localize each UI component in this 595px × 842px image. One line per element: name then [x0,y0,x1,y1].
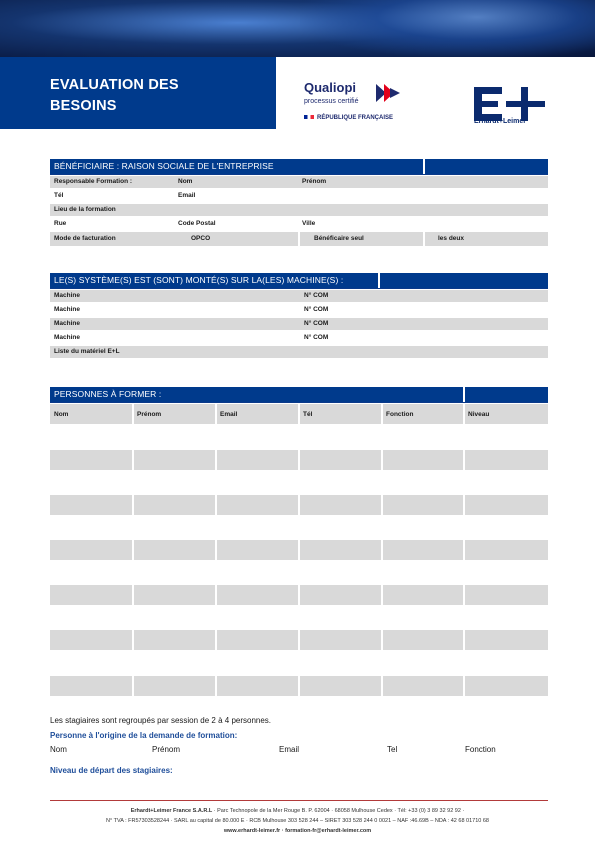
page-title-line1: EVALUATION DES [50,77,179,93]
table-input-cell[interactable] [300,585,381,605]
table-input-cell[interactable] [300,450,381,470]
table-input-cell[interactable] [217,585,298,605]
table-input-cell[interactable] [50,676,132,696]
col-header-email: Email [220,411,238,418]
footer-web[interactable]: www.erhardt-leimer.fr · formation-fr@erhardt-leimer.com [223,828,372,834]
field-label: N° COM [304,334,329,341]
origine-heading: Personne à l'origine de la demande de formation: [50,731,238,740]
table-input-cell[interactable] [465,495,548,515]
table-input-cell[interactable] [465,630,548,650]
table-input-cell[interactable] [383,540,463,560]
materiel-row[interactable] [50,346,548,358]
table-input-cell[interactable] [465,676,548,696]
title-box [0,57,276,129]
machine-row[interactable] [50,304,548,316]
option-opco[interactable]: OPCO [191,235,211,242]
field-label: N° COM [304,320,329,327]
origine-field-prenom[interactable]: Prénom [152,745,181,754]
section-title: LE(S) SYSTÈME(S) EST (SONT) MONTÉ(S) SUR LA(LES) MACHINE(S) : [54,275,344,285]
machine-row[interactable] [50,318,548,330]
machine-row[interactable] [50,332,548,344]
origine-field-fonction[interactable]: Fonction [465,745,496,754]
table-input-cell[interactable] [134,450,215,470]
table-input-cell[interactable] [50,495,132,515]
table-input-cell[interactable] [217,450,298,470]
cell-divider [298,232,300,246]
machine-row[interactable] [50,290,548,302]
col-header-tel: Tél [303,411,313,418]
table-input-cell[interactable] [383,585,463,605]
footer-legal: N° TVA : FR57303528244 · SARL au capital de 80.000 E · RCB Mulhouse 303 528 244 – SIRET 303 528 244 0 0021 – NAF :46.69B – NDA : 42 68 01710 68 [106,818,489,824]
table-input-cell[interactable] [383,676,463,696]
field-label: N° COM [304,306,329,313]
table-input-cell[interactable] [50,585,132,605]
qualiopi-arrows-icon [376,82,402,104]
qualiopi-name: Qualiopi [304,80,356,95]
col-header-nom: Nom [54,411,69,418]
option-les-deux[interactable]: les deux [438,235,465,242]
table-input-cell[interactable] [383,450,463,470]
cell-divider [423,232,425,246]
field-label: N° COM [304,292,329,299]
form-row-adresse[interactable] [50,218,548,230]
origine-field-tel[interactable]: Tel [387,745,398,754]
form-row-contact[interactable] [50,190,548,202]
field-label: Mode de facturation [54,235,116,242]
republique-francaise: RÉPUBLIQUE FRANÇAISE [304,115,393,121]
section-title: PERSONNES À FORMER : [54,389,162,399]
field-label: Rue [54,220,67,227]
table-input-cell[interactable] [300,540,381,560]
table-input-cell[interactable] [383,630,463,650]
field-label: Liste du matériel E+L [54,348,120,355]
table-input-cell[interactable] [217,630,298,650]
col-header-niveau: Niveau [468,411,490,418]
note-regroupes: Les stagiaires sont regroupés par session de 2 à 4 personnes. [50,716,272,725]
table-input-cell[interactable] [217,676,298,696]
table-input-cell[interactable] [134,495,215,515]
table-input-cell[interactable] [134,676,215,696]
form-row-lieu[interactable] [50,204,548,216]
origine-field-nom[interactable]: Nom [50,745,67,754]
footer-address [0,808,595,814]
field-label: Machine [54,334,81,341]
section-personnes-header [50,387,548,403]
field-label: Machine [54,292,81,299]
table-input-cell[interactable] [217,495,298,515]
field-label: Machine [54,320,81,327]
table-input-cell[interactable] [465,450,548,470]
logo-name: Erhardt+Leimer [474,118,526,125]
section-title: BÉNÉFICIAIRE : RAISON SOCIALE DE L'ENTREPRISE [54,161,274,171]
french-flag-icon [304,115,314,119]
option-beneficiaire-seul[interactable]: Bénéficaire seul [314,235,364,242]
header-divider [378,273,380,288]
cell-divider [298,404,300,424]
table-input-cell[interactable] [217,540,298,560]
table-input-cell[interactable] [134,585,215,605]
field-label: Lieu de la formation [54,206,116,213]
footer-company: Erhardt+Leimer France S.A.R.L [130,808,213,814]
table-input-cell[interactable] [465,585,548,605]
footer-divider [50,800,548,801]
niveau-heading: Niveau de départ des stagiaires: [50,766,173,775]
field-label: Machine [54,306,81,313]
section-machines-header [50,273,548,289]
field-label: Code Postal [178,220,216,227]
cell-divider [215,404,217,424]
col-header-prenom: Prénom [137,411,162,418]
field-label: Tél [54,192,64,199]
table-input-cell[interactable] [300,495,381,515]
origine-field-email[interactable]: Email [279,745,300,754]
qualiopi-logo [304,80,414,125]
qualiopi-subtitle: processus certifié [304,98,359,105]
form-row-responsable[interactable] [50,176,548,188]
page-title-line2: BESOINS [50,98,117,114]
table-input-cell[interactable] [50,630,132,650]
cell-divider [132,404,134,424]
field-label: Ville [302,220,316,227]
table-input-cell[interactable] [134,630,215,650]
field-label: Email [178,192,196,199]
table-input-cell[interactable] [465,540,548,560]
table-input-cell[interactable] [134,540,215,560]
table-input-cell[interactable] [300,676,381,696]
header-banner-image [0,0,595,57]
table-input-cell[interactable] [300,630,381,650]
table-input-cell[interactable] [50,540,132,560]
footer-address-text: · Parc Technopole de la Mer Rouge B. P. 62004 · 68058 Mulhouse Cedex · Tél: +33 (0) 3 89 32 92 92 · [212,808,465,814]
col-header-fonction: Fonction [386,411,414,418]
field-label: Responsable Formation : [54,178,133,185]
section-beneficiaire-header [50,159,548,175]
cell-divider [463,404,465,424]
header-divider [463,387,465,402]
cell-divider [381,404,383,424]
table-input-cell[interactable] [50,450,132,470]
field-label: Nom [178,178,193,185]
header-divider [423,159,425,174]
table-input-cell[interactable] [383,495,463,515]
field-label: Prénom [302,178,327,185]
